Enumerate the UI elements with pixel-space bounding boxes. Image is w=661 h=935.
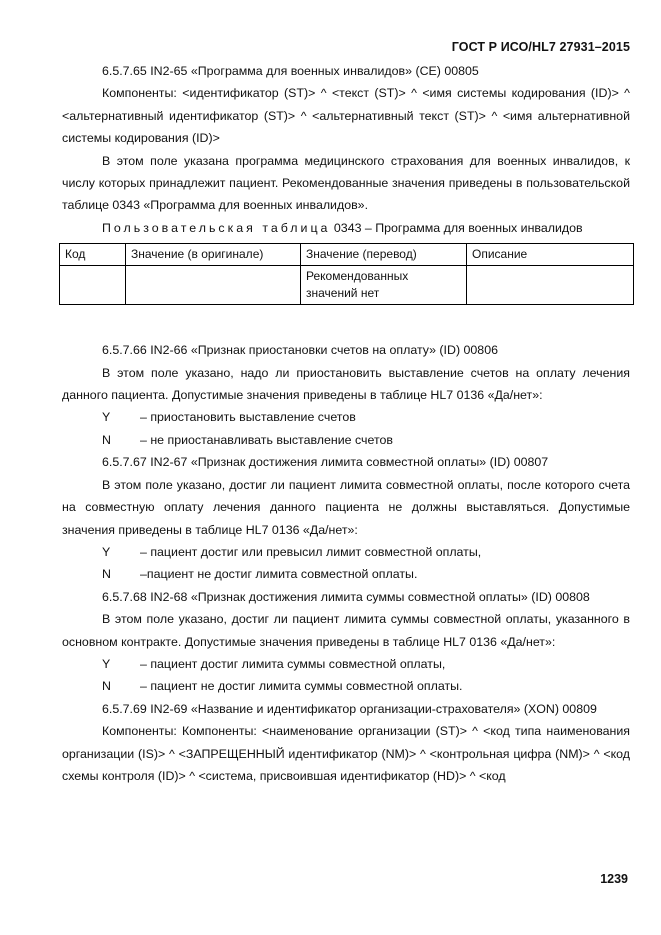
option-text: –пациент не достиг лимита совместной оплаты. — [140, 567, 418, 582]
option-code: Y — [102, 410, 111, 425]
description-6-5-7-67: В этом поле указано, достиг ли пациент лимита совместной оплаты, после которого счета на совместную оплату лечения данного пациента не должны выставляться. Допустимые значения приведены в таблице HL7 0136 «Да/нет»: — [62, 477, 630, 537]
section-heading-6-5-7-68: 6.5.7.68 IN2-68 «Признак достижения лимита суммы совместной оплаты» (ID) 00808 — [102, 589, 590, 604]
option-item — [62, 541, 630, 563]
table-cell — [60, 266, 126, 305]
option-item — [62, 675, 630, 697]
table-caption-title: 0343 – Программа для военных инвалидов — [333, 220, 583, 235]
table-header-row — [60, 244, 634, 266]
table-header-cell: Значение (перевод) — [301, 244, 467, 266]
description-6-5-7-65: В этом поле указана программа медицинского страхования для военных инвалидов, к числу которых принадлежит пациент. Рекомендованные значения приведены в пользовательской таблице 0343 «Программа для военных инвалидов». — [62, 153, 630, 213]
table-header-cell: Описание — [467, 244, 634, 266]
description-6-5-7-68: В этом поле указано, достиг ли пациент лимита суммы совместной оплаты, указанного в основном контракте. Допустимые значения приведены в таблице HL7 0136 «Да/нет»: — [62, 612, 630, 649]
table-cell — [467, 266, 634, 305]
components-6-5-7-69: Компоненты: Компоненты: <наименование организации (ST)> ^ <код типа наименования организации (IS)> ^ <ЗАПРЕЩЕННЫЙ идентификатор (NM)> ^ <контрольная цифра (NM)> ^ <код схемы контроля (ID)> ^ <система, присвоившая идентификатор (HD)> ^ <код — [62, 724, 630, 783]
table-cell: Рекомендованных значений нет — [301, 266, 467, 305]
option-code: N — [102, 567, 111, 582]
section-heading-6-5-7-69: 6.5.7.69 IN2-69 «Название и идентификатор организации-страхователя» (XON) 00809 — [102, 701, 597, 716]
option-text: – приостановить выставление счетов — [140, 410, 356, 425]
table-header-cell: Код — [60, 244, 126, 266]
option-item — [62, 406, 630, 428]
page-content — [62, 60, 630, 787]
components-6-5-7-65: Компоненты: <идентификатор (ST)> ^ <текст (ST)> ^ <имя системы кодирования (ID)> ^ <альтернативный идентификатор (ST)> ^ <альтернативный текст (ST)> ^ <имя альтернативной системы кодирования (ID)> — [62, 86, 630, 146]
user-table-0343 — [59, 243, 634, 305]
option-code: Y — [102, 656, 111, 671]
table-header-cell: Значение (в оригинале) — [126, 244, 301, 266]
section-heading-6-5-7-67: 6.5.7.67 IN2-67 «Признак достижения лимита совместной оплаты» (ID) 00807 — [102, 455, 549, 470]
table-row — [60, 266, 634, 305]
option-text: – пациент не достиг лимита суммы совместной оплаты. — [140, 679, 463, 694]
option-text: – пациент достиг или превысил лимит совместной оплаты, — [140, 544, 482, 559]
option-text: – не приостанавливать выставление счетов — [140, 432, 393, 447]
option-item — [62, 563, 630, 585]
option-code: N — [102, 432, 111, 447]
option-code: N — [102, 679, 111, 694]
page-number: 1239 — [600, 872, 628, 886]
table-caption-label: Пользовательская таблица — [102, 220, 331, 235]
option-item — [62, 429, 630, 451]
table-cell — [126, 266, 301, 305]
description-6-5-7-66: В этом поле указано, надо ли приостановить выставление счетов на оплату лечения данного пациента. Допустимые значения приведены в таблице HL7 0136 «Да/нет»: — [62, 365, 630, 403]
section-heading-6-5-7-65: 6.5.7.65 IN2-65 «Программа для военных инвалидов» (CE) 00805 — [102, 64, 479, 78]
option-text: – пациент достиг лимита суммы совместной оплаты, — [140, 656, 446, 671]
document-header: ГОСТ Р ИСО/HL7 27931–2015 — [451, 40, 630, 54]
option-code: Y — [102, 544, 111, 559]
section-heading-6-5-7-66: 6.5.7.66 IN2-66 «Признак приостановки счетов на оплату» (ID) 00806 — [102, 343, 498, 358]
option-item — [62, 653, 630, 675]
table-caption — [62, 217, 630, 239]
